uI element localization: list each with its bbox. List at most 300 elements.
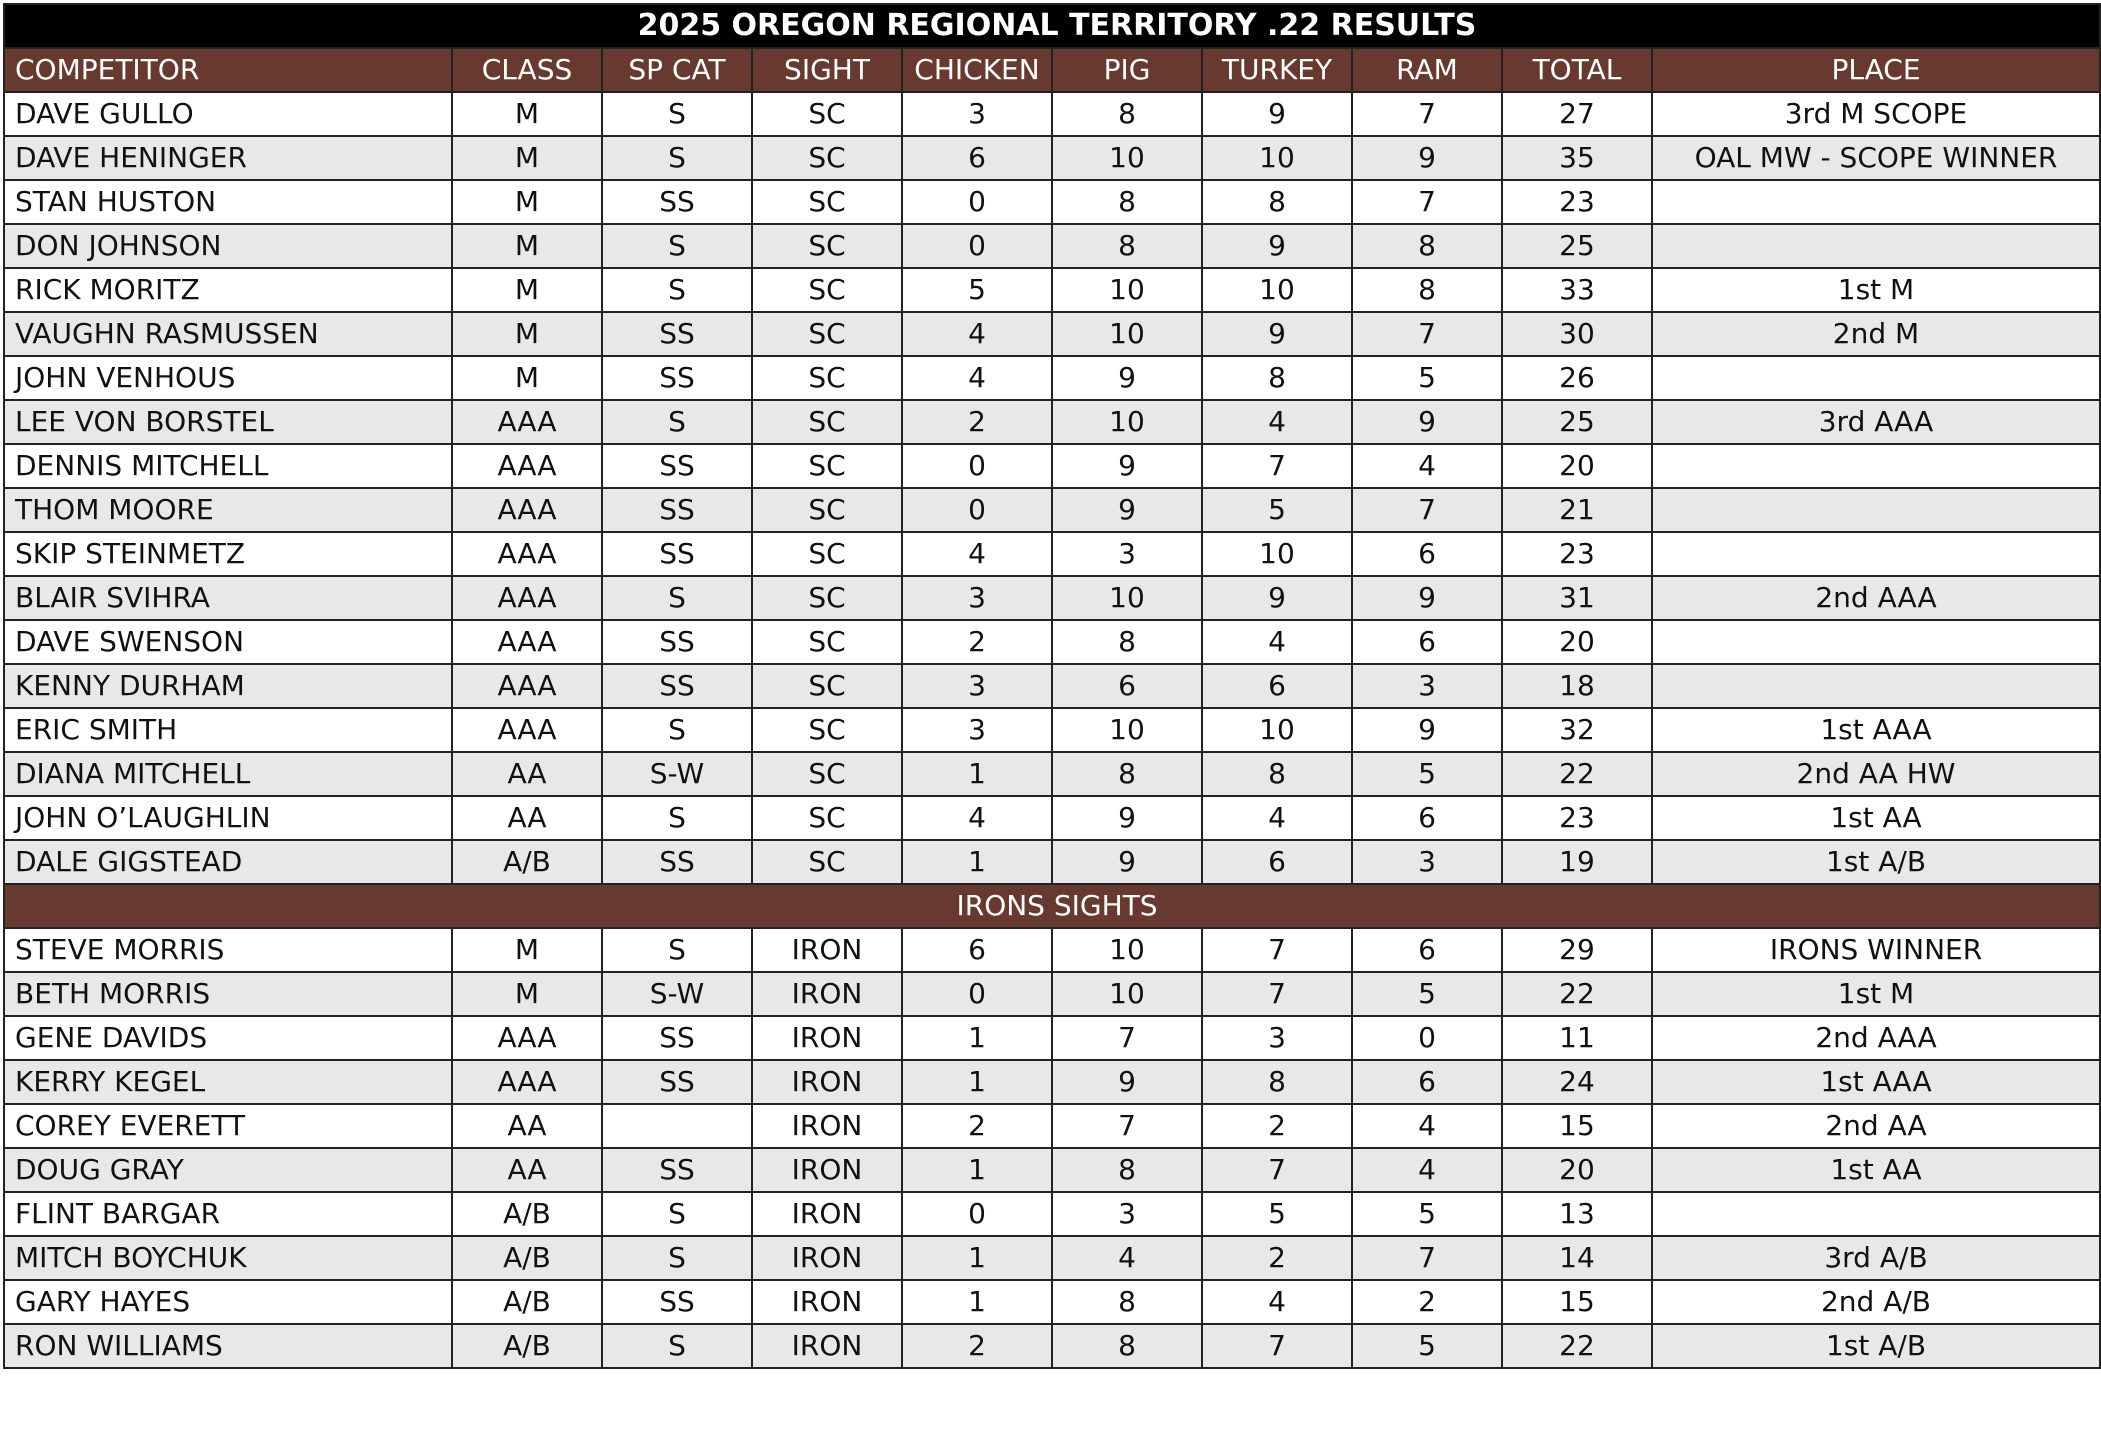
cell-sp-cat: S — [602, 1192, 752, 1236]
cell-class: M — [452, 972, 602, 1016]
cell-competitor: THOM MOORE — [4, 488, 452, 532]
cell-competitor: FLINT BARGAR — [4, 1192, 452, 1236]
cell-turkey: 6 — [1202, 664, 1352, 708]
cell-ram: 4 — [1352, 444, 1502, 488]
cell-pig: 8 — [1052, 620, 1202, 664]
cell-competitor: BETH MORRIS — [4, 972, 452, 1016]
cell-pig: 10 — [1052, 312, 1202, 356]
cell-place: 1st AAA — [1652, 1060, 2100, 1104]
table-row — [4, 312, 2100, 356]
cell-competitor: MITCH BOYCHUK — [4, 1236, 452, 1280]
cell-pig: 8 — [1052, 224, 1202, 268]
cell-chicken: 0 — [902, 180, 1052, 224]
cell-sp-cat: SS — [602, 1060, 752, 1104]
table-row — [4, 1060, 2100, 1104]
cell-class: M — [452, 224, 602, 268]
cell-turkey: 9 — [1202, 92, 1352, 136]
cell-sight: SC — [752, 268, 902, 312]
cell-place: 2nd M — [1652, 312, 2100, 356]
cell-chicken: 3 — [902, 576, 1052, 620]
cell-class: M — [452, 312, 602, 356]
cell-sp-cat: S — [602, 928, 752, 972]
cell-turkey: 6 — [1202, 840, 1352, 884]
table-row — [4, 796, 2100, 840]
cell-competitor: RICK MORITZ — [4, 268, 452, 312]
cell-total: 20 — [1502, 620, 1652, 664]
cell-class: AAA — [452, 488, 602, 532]
cell-turkey: 7 — [1202, 928, 1352, 972]
cell-ram: 6 — [1352, 928, 1502, 972]
cell-sight: SC — [752, 532, 902, 576]
cell-sp-cat: SS — [602, 1148, 752, 1192]
cell-chicken: 1 — [902, 752, 1052, 796]
cell-chicken: 1 — [902, 1280, 1052, 1324]
cell-sp-cat: SS — [602, 356, 752, 400]
cell-ram: 9 — [1352, 136, 1502, 180]
cell-ram: 3 — [1352, 664, 1502, 708]
cell-sight: SC — [752, 488, 902, 532]
cell-class: AAA — [452, 1060, 602, 1104]
cell-pig: 6 — [1052, 664, 1202, 708]
cell-total: 27 — [1502, 92, 1652, 136]
cell-ram: 4 — [1352, 1104, 1502, 1148]
cell-pig: 9 — [1052, 840, 1202, 884]
cell-competitor: ERIC SMITH — [4, 708, 452, 752]
cell-competitor: GARY HAYES — [4, 1280, 452, 1324]
cell-sp-cat: S — [602, 268, 752, 312]
cell-chicken: 2 — [902, 1324, 1052, 1368]
cell-turkey: 8 — [1202, 356, 1352, 400]
cell-ram: 5 — [1352, 356, 1502, 400]
table-row — [4, 92, 2100, 136]
cell-class: M — [452, 268, 602, 312]
cell-place: 3rd A/B — [1652, 1236, 2100, 1280]
cell-sight: SC — [752, 136, 902, 180]
cell-place: 1st M — [1652, 268, 2100, 312]
cell-pig: 10 — [1052, 972, 1202, 1016]
cell-turkey: 7 — [1202, 444, 1352, 488]
cell-place: 3rd M SCOPE — [1652, 92, 2100, 136]
cell-ram: 7 — [1352, 180, 1502, 224]
table-row — [4, 840, 2100, 884]
cell-pig: 8 — [1052, 1280, 1202, 1324]
cell-class: AAA — [452, 708, 602, 752]
cell-ram: 7 — [1352, 312, 1502, 356]
cell-total: 15 — [1502, 1280, 1652, 1324]
cell-competitor: DAVE HENINGER — [4, 136, 452, 180]
cell-chicken: 2 — [902, 620, 1052, 664]
cell-chicken: 0 — [902, 488, 1052, 532]
cell-total: 31 — [1502, 576, 1652, 620]
cell-total: 35 — [1502, 136, 1652, 180]
cell-chicken: 1 — [902, 1236, 1052, 1280]
cell-competitor: STAN HUSTON — [4, 180, 452, 224]
cell-total: 25 — [1502, 400, 1652, 444]
cell-place — [1652, 1192, 2100, 1236]
cell-class: M — [452, 928, 602, 972]
cell-place — [1652, 356, 2100, 400]
table-title: 2025 OREGON REGIONAL TERRITORY .22 RESULTS — [4, 4, 2100, 48]
cell-total: 14 — [1502, 1236, 1652, 1280]
cell-turkey: 8 — [1202, 180, 1352, 224]
cell-chicken: 4 — [902, 312, 1052, 356]
cell-sight: IRON — [752, 1236, 902, 1280]
table-row — [4, 1016, 2100, 1060]
cell-chicken: 0 — [902, 224, 1052, 268]
cell-place: 1st A/B — [1652, 1324, 2100, 1368]
cell-competitor: DENNIS MITCHELL — [4, 444, 452, 488]
cell-class: A/B — [452, 840, 602, 884]
cell-turkey: 8 — [1202, 752, 1352, 796]
cell-sight: IRON — [752, 1324, 902, 1368]
cell-class: AA — [452, 1148, 602, 1192]
cell-pig: 10 — [1052, 136, 1202, 180]
title-row — [4, 4, 2100, 48]
cell-pig: 8 — [1052, 180, 1202, 224]
cell-sp-cat: SS — [602, 664, 752, 708]
cell-class: M — [452, 136, 602, 180]
cell-ram: 9 — [1352, 576, 1502, 620]
cell-sp-cat: S — [602, 1324, 752, 1368]
cell-sight: SC — [752, 840, 902, 884]
cell-sp-cat: SS — [602, 840, 752, 884]
cell-chicken: 4 — [902, 796, 1052, 840]
cell-place — [1652, 224, 2100, 268]
cell-competitor: JOHN VENHOUS — [4, 356, 452, 400]
cell-chicken: 3 — [902, 708, 1052, 752]
cell-total: 20 — [1502, 1148, 1652, 1192]
col-header-sight: SIGHT — [752, 48, 902, 92]
cell-ram: 5 — [1352, 752, 1502, 796]
cell-turkey: 7 — [1202, 972, 1352, 1016]
col-header-place: PLACE — [1652, 48, 2100, 92]
cell-sp-cat: S — [602, 796, 752, 840]
cell-class: AA — [452, 796, 602, 840]
cell-turkey: 4 — [1202, 400, 1352, 444]
cell-total: 24 — [1502, 1060, 1652, 1104]
cell-competitor: KENNY DURHAM — [4, 664, 452, 708]
cell-place — [1652, 444, 2100, 488]
cell-sp-cat: S-W — [602, 972, 752, 1016]
cell-pig: 7 — [1052, 1016, 1202, 1060]
cell-sp-cat: SS — [602, 312, 752, 356]
cell-sight: SC — [752, 664, 902, 708]
cell-total: 25 — [1502, 224, 1652, 268]
cell-pig: 9 — [1052, 488, 1202, 532]
table-row — [4, 1280, 2100, 1324]
cell-sight: IRON — [752, 928, 902, 972]
cell-sight: IRON — [752, 1148, 902, 1192]
cell-turkey: 7 — [1202, 1324, 1352, 1368]
table-row — [4, 1104, 2100, 1148]
col-header-turkey: TURKEY — [1202, 48, 1352, 92]
cell-sight: SC — [752, 400, 902, 444]
cell-place: 1st AA — [1652, 1148, 2100, 1192]
cell-ram: 8 — [1352, 224, 1502, 268]
table-row — [4, 928, 2100, 972]
table-row — [4, 488, 2100, 532]
cell-place: 2nd A/B — [1652, 1280, 2100, 1324]
cell-total: 18 — [1502, 664, 1652, 708]
cell-total: 23 — [1502, 180, 1652, 224]
cell-chicken: 2 — [902, 400, 1052, 444]
cell-turkey: 4 — [1202, 620, 1352, 664]
cell-total: 22 — [1502, 752, 1652, 796]
cell-competitor: DAVE SWENSON — [4, 620, 452, 664]
cell-competitor: BLAIR SVIHRA — [4, 576, 452, 620]
irons-section — [4, 884, 2100, 928]
table-row — [4, 664, 2100, 708]
cell-ram: 6 — [1352, 620, 1502, 664]
cell-place: 2nd AAA — [1652, 576, 2100, 620]
cell-sp-cat: SS — [602, 1280, 752, 1324]
cell-sight: SC — [752, 444, 902, 488]
cell-turkey: 9 — [1202, 576, 1352, 620]
table-row — [4, 752, 2100, 796]
cell-ram: 3 — [1352, 840, 1502, 884]
cell-competitor: DOUG GRAY — [4, 1148, 452, 1192]
cell-place: 1st M — [1652, 972, 2100, 1016]
cell-turkey: 8 — [1202, 1060, 1352, 1104]
cell-pig: 9 — [1052, 356, 1202, 400]
table-row — [4, 356, 2100, 400]
cell-sp-cat: S — [602, 224, 752, 268]
cell-sight: SC — [752, 224, 902, 268]
cell-competitor: DON JOHNSON — [4, 224, 452, 268]
cell-sight: SC — [752, 92, 902, 136]
cell-turkey: 10 — [1202, 708, 1352, 752]
cell-pig: 3 — [1052, 1192, 1202, 1236]
cell-class: AAA — [452, 620, 602, 664]
cell-pig: 10 — [1052, 400, 1202, 444]
cell-turkey: 5 — [1202, 1192, 1352, 1236]
cell-total: 33 — [1502, 268, 1652, 312]
cell-turkey: 10 — [1202, 532, 1352, 576]
cell-sp-cat: SS — [602, 620, 752, 664]
cell-turkey: 3 — [1202, 1016, 1352, 1060]
cell-ram: 2 — [1352, 1280, 1502, 1324]
cell-turkey: 10 — [1202, 136, 1352, 180]
cell-place: 1st A/B — [1652, 840, 2100, 884]
cell-class: A/B — [452, 1280, 602, 1324]
cell-chicken: 1 — [902, 840, 1052, 884]
cell-place: OAL MW - SCOPE WINNER — [1652, 136, 2100, 180]
cell-sight: IRON — [752, 1280, 902, 1324]
table-row — [4, 136, 2100, 180]
cell-total: 20 — [1502, 444, 1652, 488]
cell-sp-cat: S — [602, 92, 752, 136]
cell-sight: SC — [752, 180, 902, 224]
cell-ram: 7 — [1352, 488, 1502, 532]
cell-sight: SC — [752, 752, 902, 796]
cell-class: AAA — [452, 1016, 602, 1060]
cell-place — [1652, 180, 2100, 224]
cell-sp-cat — [602, 1104, 752, 1148]
cell-turkey: 9 — [1202, 312, 1352, 356]
cell-total: 21 — [1502, 488, 1652, 532]
cell-total: 32 — [1502, 708, 1652, 752]
cell-competitor: COREY EVERETT — [4, 1104, 452, 1148]
cell-competitor: JOHN O’LAUGHLIN — [4, 796, 452, 840]
cell-sp-cat: S — [602, 400, 752, 444]
cell-sight: IRON — [752, 1104, 902, 1148]
results-table — [3, 3, 2101, 1369]
cell-pig: 4 — [1052, 1236, 1202, 1280]
cell-place — [1652, 620, 2100, 664]
cell-pig: 8 — [1052, 1148, 1202, 1192]
cell-class: A/B — [452, 1236, 602, 1280]
cell-sight: IRON — [752, 972, 902, 1016]
table-row — [4, 972, 2100, 1016]
cell-total: 26 — [1502, 356, 1652, 400]
cell-place: 2nd AA — [1652, 1104, 2100, 1148]
cell-sp-cat: S — [602, 576, 752, 620]
cell-sight: SC — [752, 576, 902, 620]
header-row — [4, 48, 2100, 92]
col-header-pig: PIG — [1052, 48, 1202, 92]
cell-competitor: GENE DAVIDS — [4, 1016, 452, 1060]
col-header-sp-cat: SP CAT — [602, 48, 752, 92]
section-row — [4, 884, 2100, 928]
table-row — [4, 1148, 2100, 1192]
cell-competitor: DIANA MITCHELL — [4, 752, 452, 796]
cell-sight: SC — [752, 796, 902, 840]
table-row — [4, 400, 2100, 444]
cell-ram: 5 — [1352, 1324, 1502, 1368]
table-row — [4, 224, 2100, 268]
cell-sp-cat: S — [602, 1236, 752, 1280]
cell-class: AAA — [452, 532, 602, 576]
cell-sp-cat: S — [602, 708, 752, 752]
cell-class: AA — [452, 1104, 602, 1148]
table-row — [4, 180, 2100, 224]
cell-competitor: LEE VON BORSTEL — [4, 400, 452, 444]
cell-turkey: 4 — [1202, 796, 1352, 840]
cell-competitor: STEVE MORRIS — [4, 928, 452, 972]
cell-class: AA — [452, 752, 602, 796]
cell-sight: SC — [752, 312, 902, 356]
cell-competitor: KERRY KEGEL — [4, 1060, 452, 1104]
cell-place: 3rd AAA — [1652, 400, 2100, 444]
col-header-total: TOTAL — [1502, 48, 1652, 92]
cell-place: 2nd AA HW — [1652, 752, 2100, 796]
cell-sight: SC — [752, 620, 902, 664]
cell-class: AAA — [452, 664, 602, 708]
cell-ram: 6 — [1352, 532, 1502, 576]
cell-class: A/B — [452, 1192, 602, 1236]
cell-class: AAA — [452, 444, 602, 488]
cell-chicken: 4 — [902, 356, 1052, 400]
cell-pig: 3 — [1052, 532, 1202, 576]
cell-total: 23 — [1502, 796, 1652, 840]
cell-pig: 8 — [1052, 92, 1202, 136]
cell-chicken: 0 — [902, 972, 1052, 1016]
cell-turkey: 2 — [1202, 1104, 1352, 1148]
cell-ram: 7 — [1352, 92, 1502, 136]
table-row — [4, 620, 2100, 664]
cell-chicken: 6 — [902, 136, 1052, 180]
cell-total: 29 — [1502, 928, 1652, 972]
cell-ram: 5 — [1352, 972, 1502, 1016]
cell-sight: IRON — [752, 1192, 902, 1236]
cell-chicken: 1 — [902, 1016, 1052, 1060]
cell-sp-cat: S — [602, 136, 752, 180]
cell-total: 11 — [1502, 1016, 1652, 1060]
cell-sight: IRON — [752, 1060, 902, 1104]
cell-competitor: VAUGHN RASMUSSEN — [4, 312, 452, 356]
cell-sp-cat: SS — [602, 532, 752, 576]
cell-chicken: 2 — [902, 1104, 1052, 1148]
cell-chicken: 6 — [902, 928, 1052, 972]
cell-competitor: DAVE GULLO — [4, 92, 452, 136]
cell-turkey: 2 — [1202, 1236, 1352, 1280]
cell-total: 13 — [1502, 1192, 1652, 1236]
cell-chicken: 4 — [902, 532, 1052, 576]
cell-pig: 10 — [1052, 928, 1202, 972]
cell-chicken: 0 — [902, 1192, 1052, 1236]
cell-chicken: 1 — [902, 1148, 1052, 1192]
cell-competitor: DALE GIGSTEAD — [4, 840, 452, 884]
irons-section-title: IRONS SIGHTS — [4, 884, 2100, 928]
col-header-chicken: CHICKEN — [902, 48, 1052, 92]
cell-place: IRONS WINNER — [1652, 928, 2100, 972]
cell-sight: IRON — [752, 1016, 902, 1060]
cell-pig: 9 — [1052, 796, 1202, 840]
cell-ram: 0 — [1352, 1016, 1502, 1060]
cell-class: A/B — [452, 1324, 602, 1368]
cell-total: 19 — [1502, 840, 1652, 884]
cell-pig: 8 — [1052, 752, 1202, 796]
cell-turkey: 5 — [1202, 488, 1352, 532]
cell-chicken: 5 — [902, 268, 1052, 312]
cell-turkey: 4 — [1202, 1280, 1352, 1324]
cell-place: 2nd AAA — [1652, 1016, 2100, 1060]
cell-pig: 9 — [1052, 1060, 1202, 1104]
cell-ram: 8 — [1352, 268, 1502, 312]
cell-ram: 4 — [1352, 1148, 1502, 1192]
cell-chicken: 0 — [902, 444, 1052, 488]
cell-class: M — [452, 180, 602, 224]
cell-place — [1652, 488, 2100, 532]
col-header-ram: RAM — [1352, 48, 1502, 92]
cell-turkey: 10 — [1202, 268, 1352, 312]
cell-place: 1st AAA — [1652, 708, 2100, 752]
cell-place: 1st AA — [1652, 796, 2100, 840]
cell-ram: 9 — [1352, 708, 1502, 752]
col-header-class: CLASS — [452, 48, 602, 92]
table-row — [4, 708, 2100, 752]
cell-pig: 10 — [1052, 268, 1202, 312]
table-row — [4, 1324, 2100, 1368]
table-row — [4, 532, 2100, 576]
cell-chicken: 1 — [902, 1060, 1052, 1104]
cell-total: 15 — [1502, 1104, 1652, 1148]
table-row — [4, 1192, 2100, 1236]
cell-total: 22 — [1502, 1324, 1652, 1368]
cell-class: AAA — [452, 400, 602, 444]
cell-chicken: 3 — [902, 664, 1052, 708]
cell-total: 30 — [1502, 312, 1652, 356]
irons-results — [4, 928, 2100, 1368]
cell-turkey: 7 — [1202, 1148, 1352, 1192]
cell-class: AAA — [452, 576, 602, 620]
cell-pig: 9 — [1052, 444, 1202, 488]
cell-sp-cat: SS — [602, 444, 752, 488]
cell-pig: 7 — [1052, 1104, 1202, 1148]
cell-total: 23 — [1502, 532, 1652, 576]
cell-competitor: SKIP STEINMETZ — [4, 532, 452, 576]
cell-sp-cat: S-W — [602, 752, 752, 796]
